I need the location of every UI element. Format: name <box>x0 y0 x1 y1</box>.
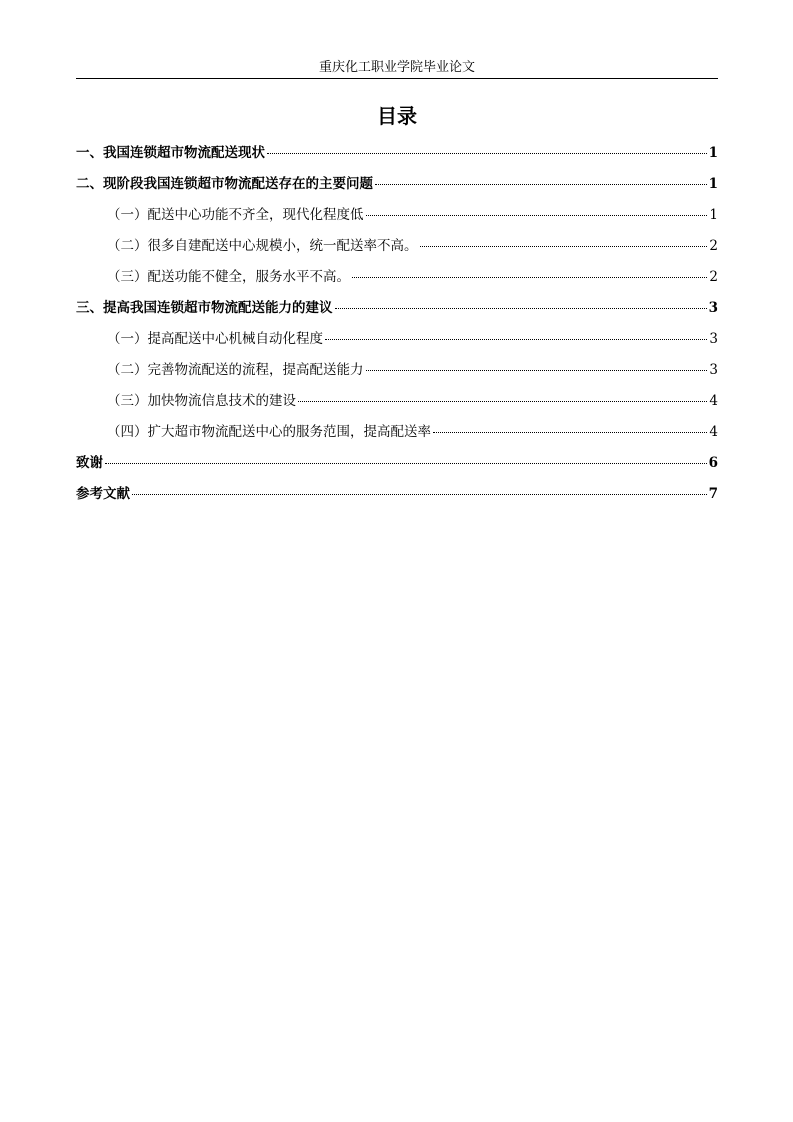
toc-entry-label: （四）扩大超市物流配送中心的服务范围，提高配送率 <box>107 424 431 440</box>
toc-entry-label: （二）完善物流配送的流程，提高配送能力 <box>107 362 364 378</box>
toc-entry[interactable] <box>76 234 718 265</box>
toc-dot-leader <box>375 184 707 185</box>
toc-entry-page: 2 <box>709 269 718 285</box>
toc-entry[interactable] <box>76 482 718 513</box>
toc-entry-page: 3 <box>709 331 718 347</box>
toc-entry-page: 1 <box>708 145 718 161</box>
toc-dot-leader <box>267 153 707 154</box>
toc-entry-label: 二、现阶段我国连锁超市物流配送存在的主要问题 <box>76 176 373 192</box>
toc-dot-leader <box>433 432 707 433</box>
toc-entry-label: （一）配送中心功能不齐全，现代化程度低 <box>107 207 364 223</box>
toc-title: 目录 <box>377 104 417 128</box>
toc-entry-label: （二）很多自建配送中心规模小，统一配送率不高。 <box>107 238 418 254</box>
toc-entry[interactable] <box>76 389 718 420</box>
toc-entry-label: （一）提高配送中心机械自动化程度 <box>107 331 323 347</box>
toc-entry-page: 4 <box>709 393 718 409</box>
toc-entry[interactable] <box>76 451 718 482</box>
toc-entry-page: 4 <box>709 424 718 440</box>
toc-entry[interactable] <box>76 172 718 203</box>
toc-entry[interactable] <box>76 420 718 451</box>
toc-dot-leader <box>420 246 708 247</box>
toc-dot-leader <box>335 308 707 309</box>
toc-entry-label: 三、提高我国连锁超市物流配送能力的建议 <box>76 300 333 316</box>
toc-entry[interactable] <box>76 203 718 234</box>
toc-entry-page: 6 <box>708 455 718 471</box>
header-rule <box>76 78 718 79</box>
toc-entry-label: （三）配送功能不健全，服务水平不高。 <box>107 269 350 285</box>
toc-entry-label: 参考文献 <box>76 486 130 502</box>
toc-entry[interactable] <box>76 296 718 327</box>
toc-dot-leader <box>132 494 707 495</box>
toc-dot-leader <box>298 401 707 402</box>
toc-entry-label: 致谢 <box>76 455 103 471</box>
toc-entry-page: 2 <box>709 238 718 254</box>
toc-entry[interactable] <box>76 141 718 172</box>
toc-entry[interactable] <box>76 358 718 389</box>
toc-entry[interactable] <box>76 327 718 358</box>
table-of-contents <box>76 141 718 513</box>
toc-entry-page: 7 <box>708 486 718 502</box>
toc-dot-leader <box>366 370 708 371</box>
toc-entry-label: 一、我国连锁超市物流配送现状 <box>76 145 265 161</box>
toc-dot-leader <box>325 339 707 340</box>
toc-dot-leader <box>366 215 708 216</box>
toc-entry-page: 1 <box>708 176 718 192</box>
toc-dot-leader <box>352 277 707 278</box>
page-header: 重庆化工职业学院毕业论文 <box>318 60 475 75</box>
toc-entry-page: 3 <box>708 300 718 316</box>
toc-entry[interactable] <box>76 265 718 296</box>
toc-entry-page: 3 <box>709 362 718 378</box>
toc-entry-page: 1 <box>709 207 718 223</box>
toc-dot-leader <box>105 463 707 464</box>
toc-entry-label: （三）加快物流信息技术的建设 <box>107 393 296 409</box>
